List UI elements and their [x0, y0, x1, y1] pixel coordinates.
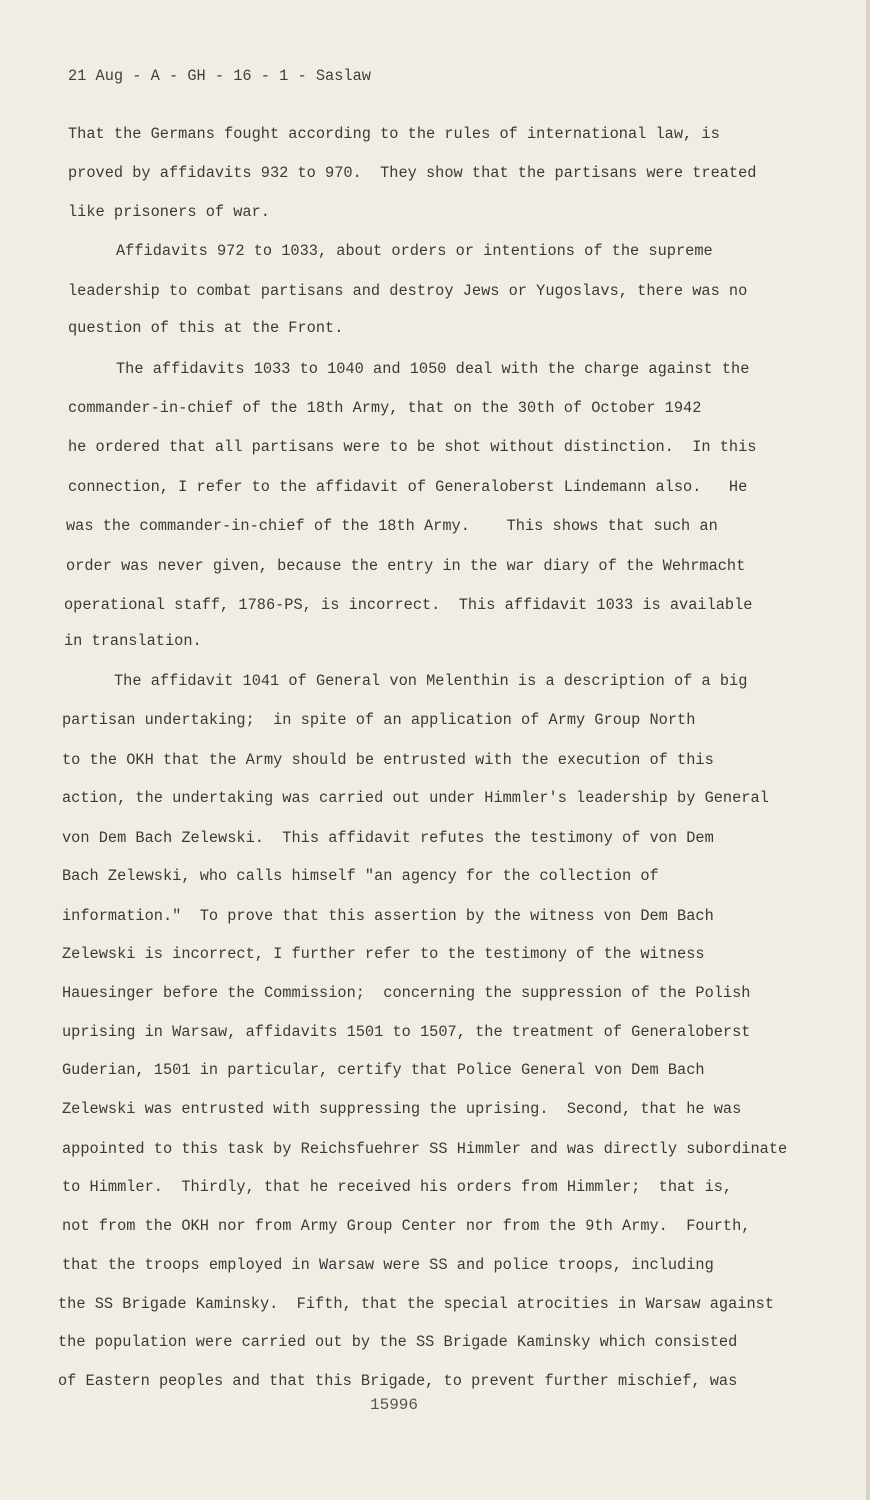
page-number: 15996 — [370, 1396, 419, 1414]
text-line: action, the undertaking was carried out under Himmler's leadership by General — [62, 789, 769, 807]
text-line: Guderian, 1501 in particular, certify that Police General von Dem Bach — [62, 1061, 705, 1079]
text-line: operational staff, 1786-PS, is incorrect. This affidavit 1033 is available — [64, 596, 753, 614]
text-line: connection, I refer to the affidavit of Generaloberst Lindemann also. He — [68, 478, 748, 496]
text-line: the population were carried out by the SS Brigade Kaminsky which consisted — [58, 1333, 738, 1351]
text-line: Zelewski was entrusted with suppressing the uprising. Second, that he was — [62, 1100, 742, 1118]
text-line: Affidavits 972 to 1033, about orders or intentions of the supreme — [116, 242, 713, 260]
text-line: in translation. — [64, 632, 202, 650]
text-line: to the OKH that the Army should be entrusted with the execution of this — [62, 751, 714, 769]
text-line: of Eastern peoples and that this Brigade, to prevent further mischief, was — [58, 1372, 738, 1390]
text-line: Bach Zelewski, who calls himself "an agency for the collection of — [62, 867, 659, 885]
text-line: was the commander-in-chief of the 18th Army. This shows that such an — [66, 517, 718, 535]
text-line: That the Germans fought according to the rules of international law, is — [68, 125, 720, 143]
text-line: partisan undertaking; in spite of an application of Army Group North — [62, 711, 696, 729]
text-line: like prisoners of war. — [68, 203, 270, 221]
text-line: to Himmler. Thirdly, that he received his orders from Himmler; that is, — [62, 1178, 733, 1196]
transcript-header: 21 Aug - A - GH - 16 - 1 - Saslaw — [68, 67, 371, 85]
text-line: commander-in-chief of the 18th Army, that on the 30th of October 1942 — [68, 399, 702, 417]
text-line: the SS Brigade Kaminsky. Fifth, that the special atrocities in Warsaw against — [58, 1295, 775, 1313]
text-line: Hauesinger before the Commission; concerning the suppression of the Polish — [62, 984, 751, 1002]
text-line: proved by affidavits 932 to 970. They show that the partisans were treated — [68, 164, 757, 182]
text-line: order was never given, because the entry in the war diary of the Wehrmacht — [66, 557, 746, 575]
text-line: that the troops employed in Warsaw were SS and police troops, including — [62, 1256, 714, 1274]
text-line: Zelewski is incorrect, I further refer to the testimony of the witness — [62, 945, 705, 963]
text-line: leadership to combat partisans and destroy Jews or Yugoslavs, there was no — [68, 282, 748, 300]
text-line: information." To prove that this assertion by the witness von Dem Bach — [62, 907, 714, 925]
text-line: he ordered that all partisans were to be shot without distinction. In this — [68, 438, 757, 456]
text-line: appointed to this task by Reichsfuehrer SS Himmler and was directly subordinate — [62, 1140, 788, 1158]
text-line: The affidavits 1033 to 1040 and 1050 deal with the charge against the — [116, 360, 750, 378]
text-line: question of this at the Front. — [68, 319, 344, 337]
text-line: von Dem Bach Zelewski. This affidavit refutes the testimony of von Dem — [62, 829, 714, 847]
text-line: uprising in Warsaw, affidavits 1501 to 1507, the treatment of Generaloberst — [62, 1023, 751, 1041]
text-line: The affidavit 1041 of General von Melenthin is a description of a big — [114, 672, 748, 690]
text-line: not from the OKH nor from Army Group Center nor from the 9th Army. Fourth, — [62, 1217, 751, 1235]
